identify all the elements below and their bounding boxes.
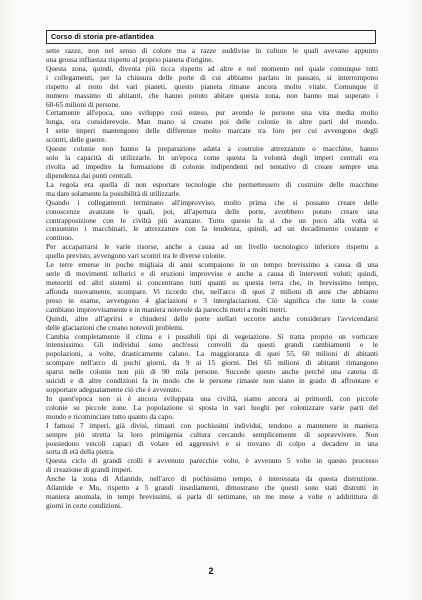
paragraph [46,475,378,511]
paragraph [46,333,378,395]
text-line: rispetto al resto dei vari pianeti, questo pianeta rimane ancora molto vitale. Comunque il [46,81,378,91]
text-line: Per accaparrarsi le varie risorse, anche a causa ad un livello tecnologico inferiore rispetto a [46,242,378,252]
text-line: rivolta ad impedire la formazione di colonie indipendenti nel tentativo di creare sempre una [46,161,378,171]
text-line: dipendenza dai punti centrali. [46,170,133,180]
text-line: ma dare solamente la possibilità di utilizzarle. [46,188,181,198]
text-line: Certamente all'epoca, uno sviluppo così esteso, pur avendo le persone una vita media molto [46,108,378,118]
text-line: Quindi, altre all'aprirsi e chiudersi delle porte stellari occorre anche considerare l'avvicendarsi [46,313,378,323]
text-line: I sette imperi mantengono delle differenze molto marcate tra loro per cui avvengono degli [46,126,378,136]
text-line: conoscenze avanzate le quali, poi, all'apertura delle porte, avrebbero potuto creare una [46,206,378,216]
text-line: Questa ciclo di grandi crolli è avvenuto parecchie volte, è avvenuto 5 volte in questo processo [46,456,378,466]
text-line: Questa zona, quindi, diventa più ricca rispetto ad altre e nel momento nel quale comunque tutti [46,63,378,73]
text-line: Anche la zona di Atlantide, nell'arco di pochissimo tempo, è interessata da questa distruzione. [46,474,378,484]
page-number: 2 [208,566,214,576]
paragraph [46,395,378,422]
text-line: maniera anomala, in tempi brevissimi, si parla di settimane, un me mese a volte o addirittura di [46,492,378,502]
paragraph [46,65,378,110]
page-header [46,30,376,44]
text-line: cambiano improvvisamente e in maniera notevole da parecchi metri a molti metri. [46,304,288,314]
text-line: Cambia completamente il clima e i possibili tipi di vegetazione. Si tratta proprio un vorticare [46,331,378,341]
paragraph [46,109,378,145]
text-line: lunga, era considerevole. Man mano si creano poi delle colonie in altre parti del mondo. [46,117,378,127]
text-line: affonda nuovamente, scompare. Vi ricordo che, nell'arco di quei 2 milioni di anni che abbiamo [46,286,378,296]
text-line: sempre più stretta la loro primigenia cultura cercando semplicemente di sopravvivere. Non [46,429,378,439]
text-line: preso in esame, avvengono 4 glaciazioni e 3 interglaciazioni. Ciò significa che tutte le coste [46,295,378,305]
text-line: suicidi e di altre condizioni fa in modo che le persone rimaste non siano in grado di affrontare e [46,376,378,386]
text-line: contrapposizione con le civiltà più avanzate. Tutto questo fa sì che un poco alla volta si [46,215,378,225]
body-text [46,47,378,511]
text-line: sorta di età della pietra. [46,447,115,457]
paragraph [46,457,378,475]
text-line: continuo. [46,233,74,243]
paragraph [46,243,378,261]
paragraph [46,261,378,315]
paragraph [46,422,378,458]
text-line: solo la capacità di utilizzarle. In un'epoca come questa la volontà degli imperi centrali era [46,153,378,163]
text-line: sette razze, non nel senso di colore ma a razze suddivise in culture le quali avevano appunto [46,46,378,55]
header-title: Corso di storia pre-atlantidea [51,32,154,41]
text-line: colonie su piccole zone. La popolazione si sposta in vari luoghi per colonizzare varie parti del [46,402,378,412]
text-line: consumino i macchinari, le attrezzature con la tendenza, quindi, ad un decadimento costante e [46,224,378,234]
text-line: possiedono veicoli capaci di volare ed aggressivi e si trovano di colpo a decadere in una [46,438,378,448]
text-line: scompare nell'arco di pochi giorni, da 9 ai 15 giorni. Dei 65 milioni di abitanti rimangono [46,358,378,368]
text-line: una grossa influenza rispetto al proprio pianeta d'origine. [46,54,214,64]
text-line: serie di movimenti tellurici e di eruzioni improvvise e anche a causa di interventi voluti; quindi, [46,269,378,279]
paragraph [46,47,378,65]
text-line: intensissimo. Gli individui sono anch'essi convolti da questi grandi cambiamenti e le [46,340,378,350]
text-line: sparsi nelle colonie non più di 90 mila persone. Succede questo anche perché una catena di [46,367,378,377]
paragraph [46,315,378,333]
text-line: delle glaciazioni che creano notevoli problemi. [46,322,184,332]
text-line: In quest'epoca non si è ancora sviluppata una civiltà, siamo ancora ai primordi, con piccole [46,393,378,403]
text-line: I famosi 7 imperi, già divisi, rimasti con pochissimi individui, tendono a mantenere in maniera [46,420,378,430]
text-line: scontri, delle guerre. [46,135,107,145]
text-line: quello previsto, avvengono vari scontri tra le diverse colonie. [46,251,226,261]
text-line: numero massimo di abitanti, che hanno potuto abitare questa zona, non hanno mai superato i [46,90,378,100]
text-line: 60-65 milioni di persone. [46,99,121,109]
text-line: Le terre emerse in poche migliaia di anni scompaiono in un tempo brevissimo a causa di una [46,260,378,270]
text-line: di creazione di grandi imperi. [46,465,133,475]
paragraph [46,145,378,181]
text-line: Queste colonie non hanno la preparazione adatta a costruire attrezzature o macchine, hanno [46,144,378,154]
text-line: Atlantide e Mu, rispetto a 5 grandi insediamenti, dimostrano che questi sono stati distrutti in [46,483,378,493]
text-line: Quando i collegamenti terminano all'improvviso, molto prima che si possano creare delle [46,197,378,207]
text-line: La regola era quella di non esportare tecnologie che permettessero di costruire delle macchine [46,179,378,189]
paragraph [46,199,378,244]
text-line: sopportare adeguatamente ciò che è avvenuto. [46,385,182,395]
text-line: giorni in certe condizioni. [46,501,122,511]
text-line: mondo e ricominciare tutto quanto da capo. [46,411,174,421]
text-line: meteoriti ed altri sistemi si concentrano tutti quanti su questa terra che, in brevissimo tempo, [46,277,378,287]
text-line: i collegamenti, per la chiusura delle porte di cui abbiamo parlato in passato, si interrompono [46,72,378,82]
text-line: popolazioni, a volte, drasticamente calano. La maggioranza di quei 55, 60 milioni di abitanti [46,349,378,359]
paragraph [46,181,378,199]
